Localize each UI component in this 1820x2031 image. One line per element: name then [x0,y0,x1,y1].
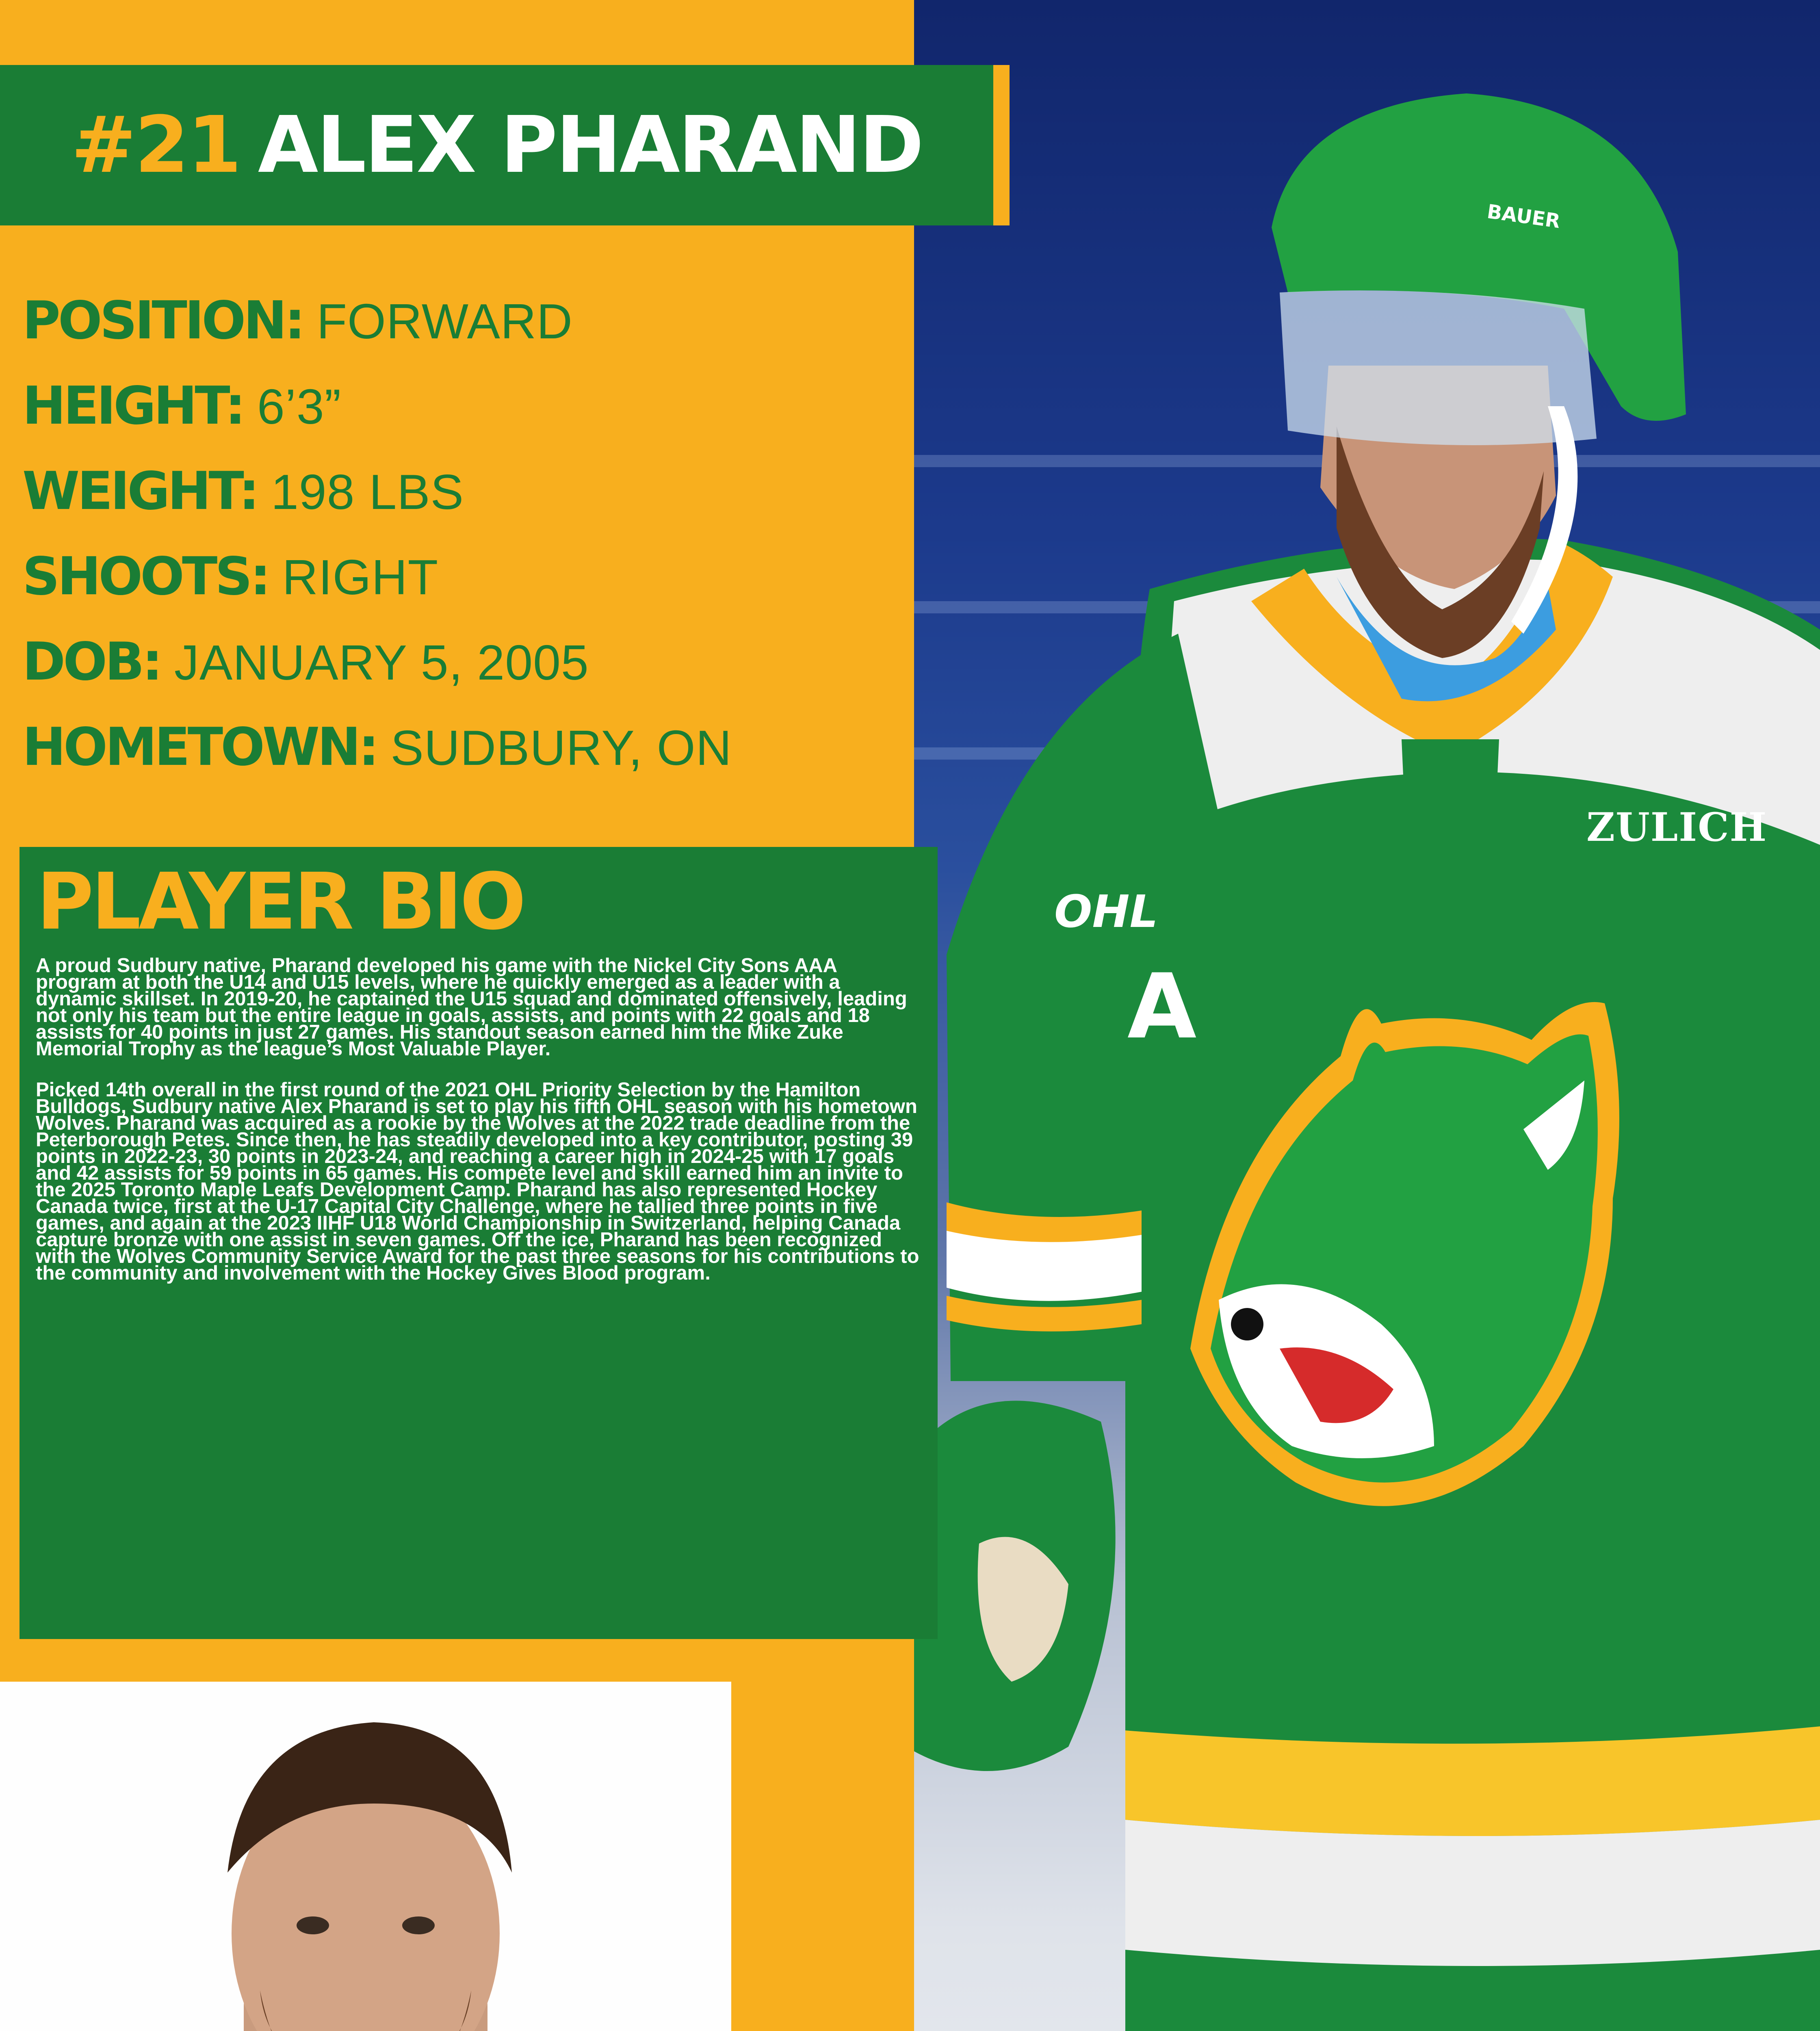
stat-height [22,376,732,461]
player-stats [22,290,732,802]
stat-dob [22,632,732,717]
stat-position [22,290,732,376]
bio-paragraph: A proud Sudbury native, Pharand developed his game with the Nickel City Sons AAA program at both the U14 and U15 levels, where he quickly emerged as a leader with a dynamic skillset. In 2019-20, he captained the U15 squad and dominated offensively, leading not only his team but the entire league in goals, assists, and points with 22 goals and 18 assists for 40 points in just 27 games. His standout season earned him the Mike Zuke Memorial Trophy as the league’s Most Valuable Player. [36,955,907,1060]
stat-label: POSITION: [22,290,303,351]
stat-label: DOB: [22,632,160,692]
sponsor-patch: ZULICH [1586,804,1768,850]
stat-value: SUDBURY, ON [390,720,732,775]
stat-label: HEIGHT: [22,376,243,436]
alternate-captain-letter: A [1127,955,1197,1059]
stat-label: HOMETOWN: [22,717,377,777]
bio-heading: PLAYER BIO [37,857,524,947]
player-bio-panel [20,847,938,1639]
stat-value: JANUARY 5, 2005 [174,635,589,690]
stat-label: WEIGHT: [22,461,257,522]
stat-label: SHOOTS: [22,546,269,607]
bio-paragraph: Picked 14th overall in the first round of the 2021 OHL Priority Selection by the Hamilton Bulldogs, Sudbury native Alex Pharand is set to play his fifth OHL season with his hometown Wolves. Pharand was acquired as a rookie by the Wolves at the 2022 trade deadline from the Peterborough Petes. Since then, he has steadily developed into a key contributor, posting 39 points in 2022-23, 30 points in 2023-24, and reaching a career high in 2024-25 with 17 goals and 42 assists for 59 points in 65 games. His compete level and skill earned him an invite to the 2025 Toronto Maple Leafs Development Camp. Pharand has also represented Hockey Canada twice, first at the U-17 Capital City Challenge, where he tallied three points in five games, and again at the 2023 IIHF U18 World Championship in Switzerland, helping Canada capture bronze with one assist in seven games. Off the ice, Pharand has been recognized with the Wolves Community Service Award for the past three seasons for his contributions to the community and involvement with the Hockey Gives Blood program. [36,1079,919,1284]
stat-hometown [22,717,732,802]
helmet-brand: BAUER [1485,200,1562,233]
stat-value: 6’3” [257,379,342,434]
action-photo [914,0,1820,2031]
ohl-patch: OHL [1054,886,1158,938]
headshot-illustration [0,1682,731,2031]
headshot-photo [0,1682,731,2031]
stat-value: 198 LBS [271,464,464,520]
stat-value: RIGHT [282,550,439,605]
stat-shoots [22,546,732,632]
player-name-heading [0,65,993,225]
player-illustration [914,0,1820,2031]
player-name: ALEX PHARAND [258,100,923,191]
stat-weight [22,461,732,546]
jersey-number: #21 [71,100,240,191]
stat-value: FORWARD [316,294,573,349]
